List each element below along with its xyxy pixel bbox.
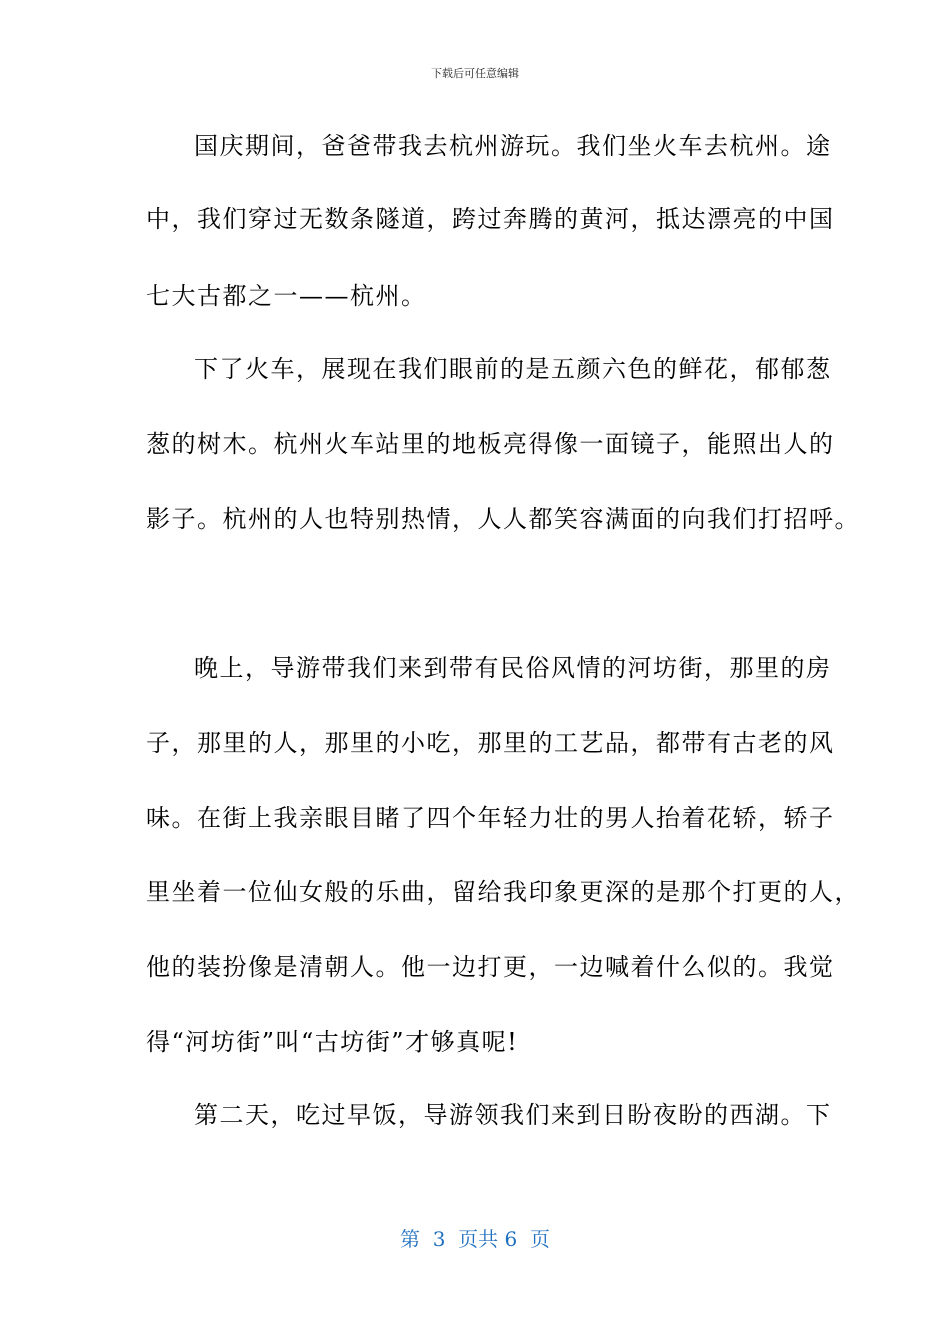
paragraph-1-line-1: 国庆期间，爸爸带我去杭州游玩。我们坐火车去杭州。途 [194,132,832,160]
paragraph-2-line-2: 葱的树木。杭州火车站里的地板亮得像一面镜子，能照出人的 [146,430,835,458]
page-header: 下载后可任意编辑 [431,67,519,80]
paragraph-3-line-6: 得“河坊街”叫“古坊街”才够真呢! [146,1028,519,1056]
paragraph-3-line-5: 他的装扮像是清朝人。他一边打更，一边喊着什么似的。我觉 [146,953,835,981]
paragraph-3-line-1: 晚上，导游带我们来到带有民俗风情的河坊街，那里的房 [194,654,832,682]
paragraph-3-line-2: 子，那里的人，那里的小吃，那里的工艺品，都带有古老的风 [146,729,835,757]
paragraph-2-line-1: 下了火车，展现在我们眼前的是五颜六色的鲜花，郁郁葱 [194,355,832,383]
paragraph-1-line-2: 中，我们穿过无数条隧道，跨过奔腾的黄河，抵达漂亮的中国 [146,205,835,233]
paragraph-2-line-3: 影子。杭州的人也特别热情，人人都笑容满面的向我们打招呼。 [146,505,860,533]
paragraph-3-line-4: 里坐着一位仙女般的乐曲，留给我印象更深的是那个打更的人， [146,878,860,906]
page-footer: 第 3 页共 6 页 [400,1227,550,1251]
paragraph-4-line-1: 第二天，吃过早饭，导游领我们来到日盼夜盼的西湖。下 [194,1101,832,1129]
paragraph-3-line-3: 味。在街上我亲眼目睹了四个年轻力壮的男人抬着花轿，轿子 [146,804,835,832]
paragraph-1-line-3: 七大古都之一——杭州。 [146,282,427,310]
